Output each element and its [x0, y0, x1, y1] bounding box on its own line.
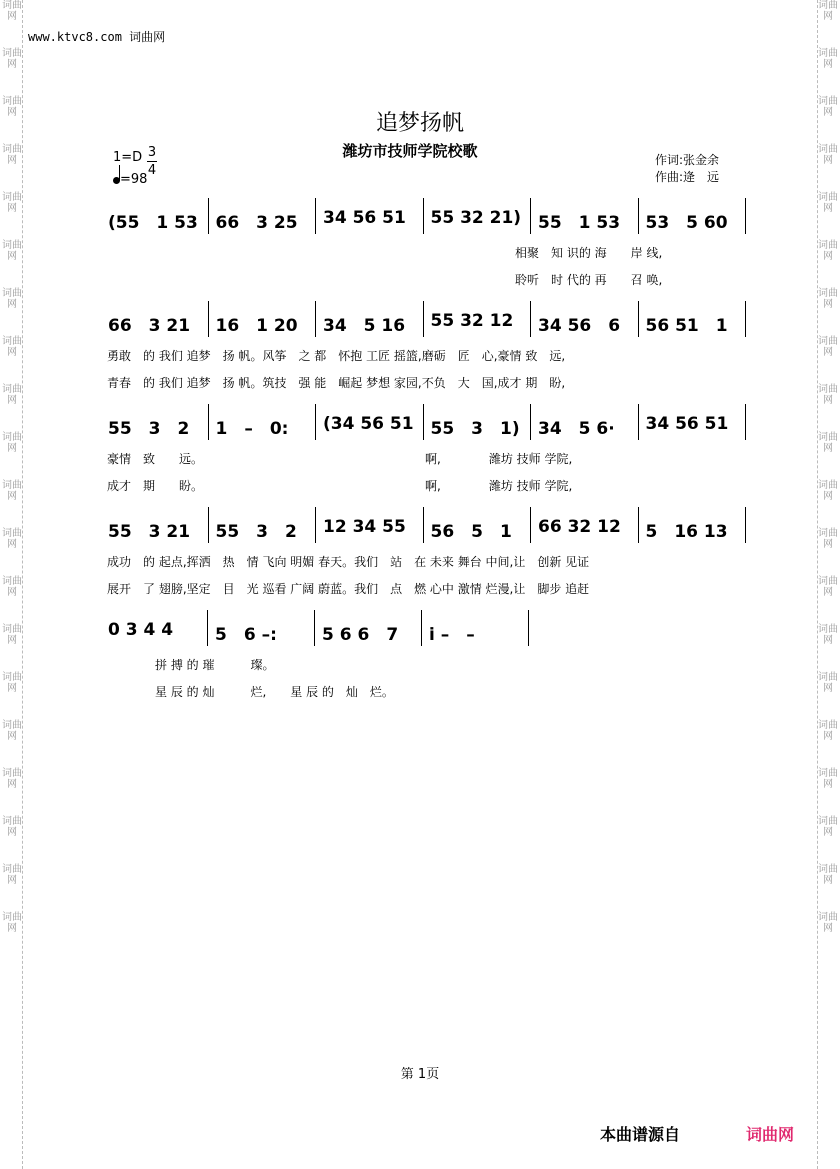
- barline: [423, 404, 424, 440]
- right-watermark-strip: 词曲网 词曲网 词曲网 词曲网 词曲网 词曲网 词曲网 词曲网 词曲网 词曲网 词曲网 词曲网 词曲网 词曲网 词曲网 词曲网 词曲网 词曲网 词曲网 词曲网: [818, 0, 838, 934]
- key-signature: 1=D: [113, 150, 143, 165]
- page-number: 第 1页: [400, 1067, 440, 1082]
- measure: 5 6 –:: [215, 625, 277, 645]
- barline: [638, 404, 639, 440]
- lyric-line: 相聚 知 识的 海 岸 线,: [107, 246, 663, 260]
- measure: 55 32 12: [430, 311, 514, 331]
- barline: [315, 198, 316, 234]
- barline: [207, 610, 208, 646]
- measure: 66 3 21: [108, 316, 191, 336]
- measure: 56 5 1: [430, 522, 512, 542]
- barline: [530, 404, 531, 440]
- measure: 56 51 1: [645, 316, 728, 336]
- measure: 0 3 4 4: [108, 620, 174, 640]
- time-denominator: 4: [147, 163, 157, 178]
- barline: [638, 301, 639, 337]
- lyricist-credit: 作词:张金余: [655, 153, 720, 167]
- measure: 55 3 21: [108, 522, 191, 542]
- song-subtitle: 潍坊市技师学院校歌: [342, 142, 478, 160]
- lyric-line: 拼 搏 的 璀 璨。: [107, 658, 275, 672]
- barline: [528, 610, 529, 646]
- quarter-note-icon: [113, 177, 120, 184]
- tempo-marking: [113, 172, 147, 187]
- barline: [423, 198, 424, 234]
- measure: 53 5 60: [645, 213, 728, 233]
- lyric-line: 豪情 致 远。 啊, 潍坊 技师 学院,: [107, 452, 573, 466]
- barline: [638, 507, 639, 543]
- measure: 66 3 25: [215, 213, 298, 233]
- barline: [530, 198, 531, 234]
- lyric-line: 展开 了 翅膀,坚定 目 光 巡看 广阔 蔚蓝。我们 点 燃 心中 激情 烂漫,让 脚步 追赶: [107, 582, 590, 596]
- barline: [208, 198, 209, 234]
- composer-credit: 作曲:逄 远: [655, 170, 720, 184]
- brand-link[interactable]: 词曲网: [746, 1125, 795, 1144]
- measure: 12 34 55: [323, 517, 406, 537]
- barline: [315, 301, 316, 337]
- credits: [655, 152, 719, 186]
- measure: 5 6 6 7: [322, 625, 399, 645]
- lyric-line: 聆听 时 代的 再 召 唤,: [107, 273, 663, 287]
- song-title: 追梦扬帆: [375, 111, 464, 136]
- time-signature: [147, 145, 157, 178]
- barline: [745, 507, 746, 543]
- measure: 34 56 51: [645, 414, 729, 434]
- barline: [208, 507, 209, 543]
- measure: (34 56 51: [323, 414, 414, 434]
- barline: [530, 507, 531, 543]
- measure: i̇ – –: [429, 625, 475, 645]
- measure: 66 32 12: [538, 517, 621, 537]
- source-label: 本曲谱源自: [600, 1125, 681, 1144]
- measure: 1 – 0:: [215, 419, 289, 439]
- tempo-value: =98: [120, 172, 148, 187]
- left-watermark-strip: 词曲网 词曲网 词曲网 词曲网 词曲网 词曲网 词曲网 词曲网 词曲网 词曲网 词曲网 词曲网 词曲网 词曲网 词曲网 词曲网 词曲网 词曲网 词曲网 词曲网: [2, 0, 22, 934]
- measure: 34 56 51: [323, 208, 406, 228]
- measure: 34 5 6·: [538, 419, 615, 439]
- barline: [530, 301, 531, 337]
- measure: 55 3 1): [430, 419, 520, 439]
- barline: [421, 610, 422, 646]
- barline: [745, 404, 746, 440]
- lyric-line: 成才 期 盼。 啊, 潍坊 技师 学院,: [107, 479, 573, 493]
- measure: (55 1 53: [108, 213, 198, 233]
- lyric-line: 勇敢 的 我们 追梦 扬 帆。风筝 之 都 怀抱 工匠 摇篮,磨砺 匠 心,豪情 致 远,: [107, 349, 566, 363]
- barline: [315, 404, 316, 440]
- measure: 55 1 53: [538, 213, 621, 233]
- lyric-line: 星 辰 的 灿 烂, 星 辰 的 灿 烂。: [107, 685, 394, 699]
- measure: 55 3 2: [215, 522, 297, 542]
- barline: [314, 610, 315, 646]
- barline: [423, 301, 424, 337]
- barline: [745, 301, 746, 337]
- barline: [208, 404, 209, 440]
- site-url-link[interactable]: www.ktvc8.com 词曲网: [28, 30, 166, 44]
- barline: [638, 198, 639, 234]
- time-numerator: 3: [147, 145, 157, 160]
- measure: 55 3 2: [108, 419, 190, 439]
- measure: 55 32 21): [430, 208, 522, 228]
- barline: [315, 507, 316, 543]
- measure: 34 56 6: [538, 316, 621, 336]
- measure: 34 5 16: [323, 316, 406, 336]
- barline: [423, 507, 424, 543]
- measure: 16 1 20: [215, 316, 298, 336]
- lyric-line: 成功 的 起点,挥洒 热 情 飞向 明媚 春天。我们 站 在 未来 舞台 中间,让 创新 见证: [107, 555, 590, 569]
- barline: [208, 301, 209, 337]
- lyric-line: 青春 的 我们 追梦 扬 帆。筑技 强 能 崛起 梦想 家园,不负 大 国,成才 期 盼,: [107, 376, 566, 390]
- barline: [745, 198, 746, 234]
- measure: 5 16 13: [645, 522, 728, 542]
